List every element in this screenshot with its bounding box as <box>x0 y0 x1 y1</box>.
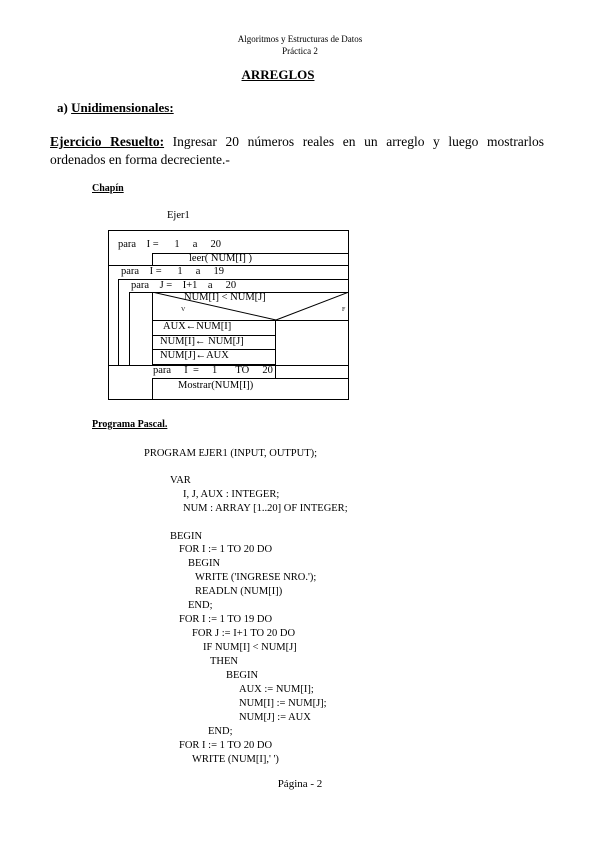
code-line: BEGIN <box>226 670 259 681</box>
divider-5 <box>152 378 349 379</box>
diagram-name: Ejer1 <box>167 210 190 221</box>
decision-true-label: V <box>181 307 186 313</box>
decision-condition: NUM[I] < NUM[J] <box>184 292 266 303</box>
page-title: ARREGLOS <box>241 67 315 82</box>
code-line: FOR I := 1 TO 20 DO <box>179 544 273 555</box>
loop1-label: para I = 1 a 20 <box>118 239 222 250</box>
code-line: BEGIN <box>188 558 221 569</box>
header-practice: Práctica 2 <box>282 46 318 56</box>
code-line: WRITE (NUM[I],' ') <box>192 754 279 765</box>
exercise-paragraph <box>50 133 544 169</box>
decision-false-label: F <box>342 307 346 313</box>
code-line: I, J, AUX : INTEGER; <box>183 489 280 500</box>
code-line: WRITE ('INGRESE NRO.'); <box>195 572 317 583</box>
leer-label: leer( NUM[I] ) <box>189 253 252 264</box>
code-line: READLN (NUM[I]) <box>195 586 283 597</box>
code-line: VAR <box>170 475 191 486</box>
assign1: AUX←NUM[I] <box>163 321 232 332</box>
code-line: THEN <box>210 656 238 667</box>
code-line: NUM : ARRAY [1..20] OF INTEGER; <box>183 503 348 514</box>
loop3-bar <box>129 292 130 365</box>
exercise-text: Ingresar 20 números reales en un arreglo y luego mostrarlos ordenados en forma decreciente.- <box>50 134 544 167</box>
assign2: NUM[I]← NUM[J] <box>160 336 244 347</box>
code-line: NUM[J] := AUX <box>239 712 311 723</box>
assign3: NUM[J]←AUX <box>160 350 229 361</box>
section-prefix: a) <box>57 100 72 115</box>
code-line: PROGRAM EJER1 (INPUT, OUTPUT); <box>144 448 318 459</box>
code-line: IF NUM[I] < NUM[J] <box>203 642 297 653</box>
code-line: FOR I := 1 TO 19 DO <box>179 614 273 625</box>
mostrar-label: Mostrar(NUM[I]) <box>178 380 254 391</box>
loop2-bar <box>118 279 119 365</box>
loop3-label: para J = I+1 a 20 <box>131 280 237 291</box>
exercise-label: Ejercicio Resuelto: <box>50 134 165 149</box>
code-line: FOR J := I+1 TO 20 DO <box>192 628 296 639</box>
code-line: END; <box>208 726 233 737</box>
code-line: BEGIN <box>170 531 203 542</box>
loop4-tick <box>275 365 276 378</box>
code-line: FOR I := 1 TO 20 DO <box>179 740 273 751</box>
chapin-heading: Chapín <box>92 183 124 194</box>
pascal-heading: Programa Pascal. <box>92 419 168 430</box>
loop4-label: para I = 1 TO 20 <box>153 365 273 376</box>
section-heading <box>57 100 174 116</box>
section-label: Unidimensionales: <box>71 100 174 115</box>
code-line: NUM[I] := NUM[J]; <box>239 698 327 709</box>
loop4-bar <box>152 378 153 400</box>
code-line: AUX := NUM[I]; <box>239 684 314 695</box>
loop2-label: para I = 1 a 19 <box>121 266 225 277</box>
header-course: Algoritmos y Estructuras de Datos <box>237 34 363 44</box>
page-footer: Página - 2 <box>277 778 323 790</box>
code-line: END; <box>188 600 213 611</box>
